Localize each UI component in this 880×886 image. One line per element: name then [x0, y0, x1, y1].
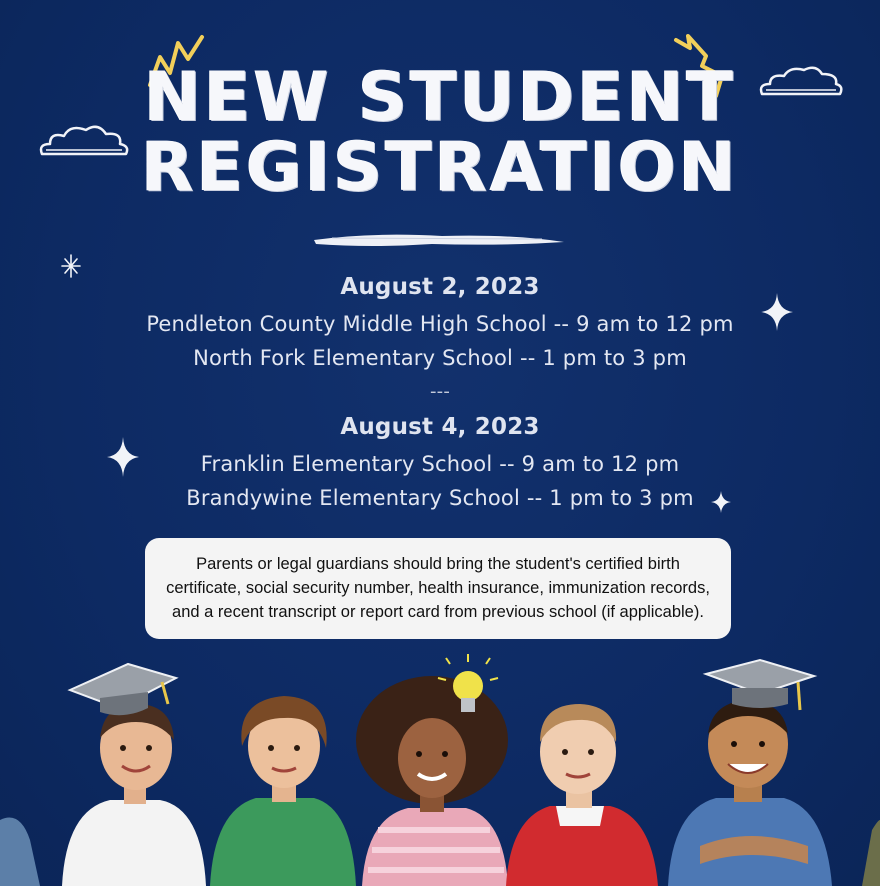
requirements-notice — [145, 538, 731, 639]
student-5 — [668, 700, 832, 886]
student-3 — [356, 676, 508, 886]
notice-line-1: Parents or legal guardians should bring the student's certified birth — [196, 555, 680, 573]
title-line-1: NEW STUDENT — [144, 58, 736, 137]
notice-line-2: certificate, social security number, health insurance, immunization records, — [166, 579, 710, 597]
student-4 — [506, 704, 658, 886]
student-2 — [210, 696, 356, 886]
students-photo — [0, 650, 880, 886]
event-date-2: August 4, 2023 — [340, 414, 540, 440]
event-date-1: August 2, 2023 — [340, 274, 540, 300]
session-1-1: Pendleton County Middle High School -- 9 am to 12 pm — [146, 312, 734, 336]
brush-stroke-divider — [312, 230, 568, 250]
separator: --- — [429, 381, 451, 402]
graduation-cap-icon-right — [706, 660, 814, 710]
session-2-1: Franklin Elementary School -- 9 am to 12 pm — [200, 452, 680, 476]
title-line-2: REGISTRATION — [141, 128, 739, 207]
session-2-2: Brandywine Elementary School -- 1 pm to 3 pm — [186, 486, 694, 510]
graduation-cap-icon-left — [70, 664, 176, 715]
session-1-2: North Fork Elementary School -- 1 pm to 3 pm — [193, 346, 687, 370]
student-1 — [62, 704, 206, 886]
notice-line-3: and a recent transcript or report card from previous school (if applicable). — [172, 603, 704, 621]
